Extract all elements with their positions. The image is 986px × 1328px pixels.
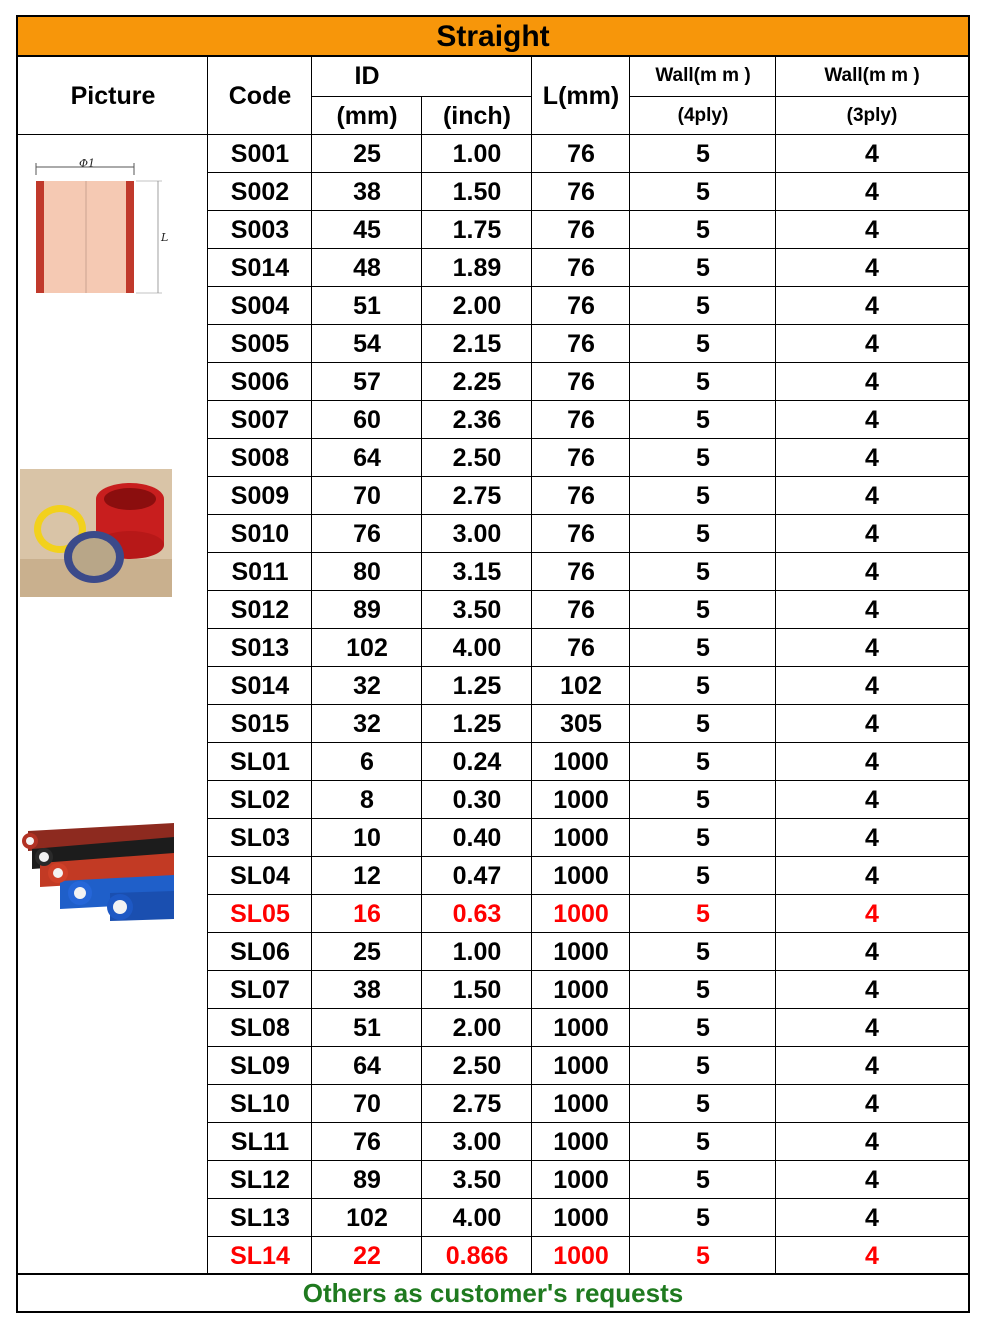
cell-w3: 4 <box>865 823 879 852</box>
cell-mm: 38 <box>353 975 381 1004</box>
cell-w3: 4 <box>865 1165 879 1194</box>
cell-mm: 102 <box>346 633 388 662</box>
cell-l: 76 <box>567 557 595 586</box>
cell-w4: 5 <box>696 405 710 434</box>
cell-code: SL10 <box>230 1089 290 1118</box>
cell-w4: 5 <box>696 1241 710 1270</box>
cell-code: S007 <box>230 405 290 434</box>
cell-w4: 5 <box>696 291 710 320</box>
cell-inch: 1.00 <box>452 937 502 966</box>
header-id-mm: (mm) <box>336 101 398 130</box>
cell-w3: 4 <box>865 709 879 738</box>
cell-inch: 2.50 <box>452 443 502 472</box>
cell-inch: 3.00 <box>452 1127 502 1156</box>
cell-mm: 64 <box>353 443 381 472</box>
cell-w3: 4 <box>865 405 879 434</box>
cell-mm: 89 <box>353 1165 381 1194</box>
cell-w4: 5 <box>696 937 710 966</box>
cell-w3: 4 <box>865 519 879 548</box>
cell-mm: 102 <box>346 1203 388 1232</box>
cell-w4: 5 <box>696 1127 710 1156</box>
straight-hose-diagram <box>24 155 174 301</box>
cell-w4: 5 <box>696 861 710 890</box>
header-wall-3ply-sub: (3ply) <box>846 105 898 126</box>
cell-mm: 51 <box>353 291 381 320</box>
cell-w3: 4 <box>865 785 879 814</box>
cell-code: S015 <box>230 709 290 738</box>
cell-w3: 4 <box>865 1013 879 1042</box>
cell-code: S009 <box>230 481 290 510</box>
cell-mm: 45 <box>353 215 381 244</box>
cell-w4: 5 <box>696 899 710 928</box>
cell-code: SL13 <box>230 1203 290 1232</box>
cell-mm: 22 <box>353 1241 381 1270</box>
cell-w3: 4 <box>865 329 879 358</box>
cell-w4: 5 <box>696 1089 710 1118</box>
cell-mm: 25 <box>353 937 381 966</box>
cell-inch: 0.866 <box>445 1241 509 1270</box>
cell-w4: 5 <box>696 443 710 472</box>
cell-w4: 5 <box>696 253 710 282</box>
cell-mm: 25 <box>353 139 381 168</box>
cell-l: 1000 <box>553 785 609 814</box>
cell-w4: 5 <box>696 785 710 814</box>
cell-l: 76 <box>567 633 595 662</box>
header-id-inch: (inch) <box>442 101 512 130</box>
cell-inch: 2.00 <box>452 1013 502 1042</box>
cell-mm: 80 <box>353 557 381 586</box>
cell-code: SL07 <box>230 975 290 1004</box>
cell-code: SL02 <box>230 785 290 814</box>
cell-w3: 4 <box>865 1089 879 1118</box>
cell-code: S002 <box>230 177 290 206</box>
cell-mm: 8 <box>360 785 374 814</box>
cell-w3: 4 <box>865 367 879 396</box>
cell-w4: 5 <box>696 215 710 244</box>
cell-mm: 32 <box>353 709 381 738</box>
cell-w4: 5 <box>696 671 710 700</box>
length-label: L <box>161 231 169 244</box>
cell-inch: 1.75 <box>452 215 502 244</box>
header-wall-4ply-sub: (4ply) <box>677 105 729 126</box>
cell-l: 1000 <box>553 1203 609 1232</box>
diameter-label: Φ1 <box>79 157 96 170</box>
header-picture: Picture <box>70 81 156 110</box>
cell-mm: 16 <box>353 899 381 928</box>
cell-inch: 2.75 <box>452 481 502 510</box>
cell-l: 76 <box>567 405 595 434</box>
cell-mm: 70 <box>353 1089 381 1118</box>
cell-l: 1000 <box>553 861 609 890</box>
cell-inch: 0.24 <box>452 747 502 776</box>
cell-code: SL01 <box>230 747 290 776</box>
header-wall-4ply: Wall(m m ) <box>655 65 751 86</box>
cell-w3: 4 <box>865 443 879 472</box>
cell-code: S003 <box>230 215 290 244</box>
cell-code: SL04 <box>230 861 290 890</box>
coupler-photo <box>20 469 172 597</box>
cell-code: SL12 <box>230 1165 290 1194</box>
cell-w3: 4 <box>865 937 879 966</box>
cell-w3: 4 <box>865 1203 879 1232</box>
cell-inch: 3.00 <box>452 519 502 548</box>
cell-inch: 2.50 <box>452 1051 502 1080</box>
cell-w4: 5 <box>696 519 710 548</box>
cell-mm: 60 <box>353 405 381 434</box>
cell-w4: 5 <box>696 177 710 206</box>
cell-mm: 32 <box>353 671 381 700</box>
cell-w4: 5 <box>696 329 710 358</box>
cell-w4: 5 <box>696 595 710 624</box>
cell-w4: 5 <box>696 747 710 776</box>
cell-inch: 2.36 <box>452 405 502 434</box>
cell-l: 1000 <box>553 1051 609 1080</box>
cell-inch: 2.75 <box>452 1089 502 1118</box>
cell-w4: 5 <box>696 481 710 510</box>
cell-mm: 70 <box>353 481 381 510</box>
cell-code: SL03 <box>230 823 290 852</box>
cell-w3: 4 <box>865 177 879 206</box>
cell-l: 76 <box>567 595 595 624</box>
cell-l: 76 <box>567 481 595 510</box>
cell-code: SL06 <box>230 937 290 966</box>
cell-w3: 4 <box>865 633 879 662</box>
cell-mm: 89 <box>353 595 381 624</box>
cell-mm: 54 <box>353 329 381 358</box>
cell-w3: 4 <box>865 481 879 510</box>
cell-code: SL08 <box>230 1013 290 1042</box>
cell-w3: 4 <box>865 291 879 320</box>
cell-inch: 1.50 <box>452 177 502 206</box>
cell-inch: 0.63 <box>452 899 502 928</box>
cell-code: S008 <box>230 443 290 472</box>
cell-w4: 5 <box>696 709 710 738</box>
cell-code: S005 <box>230 329 290 358</box>
cell-l: 1000 <box>553 1013 609 1042</box>
cell-inch: 2.25 <box>452 367 502 396</box>
cell-mm: 12 <box>353 861 381 890</box>
header-length: L(mm) <box>542 81 620 110</box>
cell-w4: 5 <box>696 823 710 852</box>
cell-w3: 4 <box>865 1051 879 1080</box>
cell-l: 1000 <box>553 899 609 928</box>
cell-inch: 3.15 <box>452 557 502 586</box>
cell-w3: 4 <box>865 671 879 700</box>
cell-l: 1000 <box>553 747 609 776</box>
cell-inch: 1.50 <box>452 975 502 1004</box>
cell-code: S011 <box>231 557 289 586</box>
cell-l: 76 <box>567 519 595 548</box>
cell-w3: 4 <box>865 975 879 1004</box>
cell-code: S014 <box>230 253 290 282</box>
cell-l: 76 <box>567 443 595 472</box>
cell-w4: 5 <box>696 1013 710 1042</box>
cell-w3: 4 <box>865 139 879 168</box>
cell-l: 305 <box>560 709 602 738</box>
cell-l: 1000 <box>553 823 609 852</box>
cell-code: S012 <box>230 595 290 624</box>
header-wall-3ply: Wall(m m ) <box>824 65 920 86</box>
cell-code: S001 <box>230 139 290 168</box>
cell-inch: 2.00 <box>452 291 502 320</box>
cell-w3: 4 <box>865 215 879 244</box>
cell-l: 76 <box>567 367 595 396</box>
cell-l: 76 <box>567 329 595 358</box>
footer-note: Others as customer's requests <box>18 1273 968 1311</box>
cell-inch: 1.89 <box>452 253 502 282</box>
cell-l: 1000 <box>553 1165 609 1194</box>
cell-w3: 4 <box>865 253 879 282</box>
cell-w4: 5 <box>696 1051 710 1080</box>
cell-l: 76 <box>567 139 595 168</box>
header-code: Code <box>228 81 292 110</box>
cell-inch: 4.00 <box>452 1203 502 1232</box>
cell-mm: 76 <box>353 519 381 548</box>
cell-w4: 5 <box>696 633 710 662</box>
cell-mm: 51 <box>353 1013 381 1042</box>
cell-code: S013 <box>230 633 290 662</box>
cell-inch: 3.50 <box>452 1165 502 1194</box>
header-id: ID <box>354 61 380 90</box>
cell-w3: 4 <box>865 1127 879 1156</box>
cell-l: 1000 <box>553 1127 609 1156</box>
table-title: Straight <box>18 17 968 57</box>
cell-inch: 0.30 <box>452 785 502 814</box>
cell-code: S014 <box>230 671 290 700</box>
cell-inch: 1.00 <box>452 139 502 168</box>
cell-code: SL05 <box>230 899 290 928</box>
spec-sheet <box>16 15 970 1313</box>
cell-w4: 5 <box>696 139 710 168</box>
cell-code: S010 <box>230 519 290 548</box>
cell-mm: 64 <box>353 1051 381 1080</box>
cell-l: 1000 <box>553 1089 609 1118</box>
cell-mm: 38 <box>353 177 381 206</box>
cell-mm: 57 <box>353 367 381 396</box>
cell-w3: 4 <box>865 747 879 776</box>
cell-w3: 4 <box>865 1241 879 1270</box>
cell-l: 76 <box>567 291 595 320</box>
cell-inch: 2.15 <box>452 329 502 358</box>
cell-code: S004 <box>230 291 290 320</box>
cell-l: 76 <box>567 177 595 206</box>
cell-inch: 1.25 <box>452 709 502 738</box>
cell-mm: 10 <box>353 823 381 852</box>
cell-w4: 5 <box>696 975 710 1004</box>
cell-code: SL14 <box>230 1241 290 1270</box>
cell-l: 76 <box>567 215 595 244</box>
cell-inch: 3.50 <box>452 595 502 624</box>
cell-l: 1000 <box>553 975 609 1004</box>
cell-code: S006 <box>230 367 290 396</box>
cell-l: 1000 <box>553 1241 609 1270</box>
cell-mm: 6 <box>360 747 374 776</box>
cell-w3: 4 <box>865 557 879 586</box>
cell-mm: 76 <box>353 1127 381 1156</box>
cell-inch: 1.25 <box>452 671 502 700</box>
cell-w4: 5 <box>696 367 710 396</box>
hose-bundle-photo <box>20 823 174 923</box>
cell-w4: 5 <box>696 557 710 586</box>
cell-l: 102 <box>560 671 602 700</box>
cell-w4: 5 <box>696 1165 710 1194</box>
cell-w3: 4 <box>865 861 879 890</box>
cell-code: SL11 <box>230 1127 290 1156</box>
cell-l: 1000 <box>553 937 609 966</box>
cell-mm: 48 <box>353 253 381 282</box>
cell-w3: 4 <box>865 595 879 624</box>
cell-code: SL09 <box>230 1051 290 1080</box>
cell-w4: 5 <box>696 1203 710 1232</box>
cell-w3: 4 <box>865 899 879 928</box>
cell-l: 76 <box>567 253 595 282</box>
cell-inch: 0.40 <box>452 823 502 852</box>
cell-inch: 4.00 <box>452 633 502 662</box>
cell-inch: 0.47 <box>452 861 502 890</box>
